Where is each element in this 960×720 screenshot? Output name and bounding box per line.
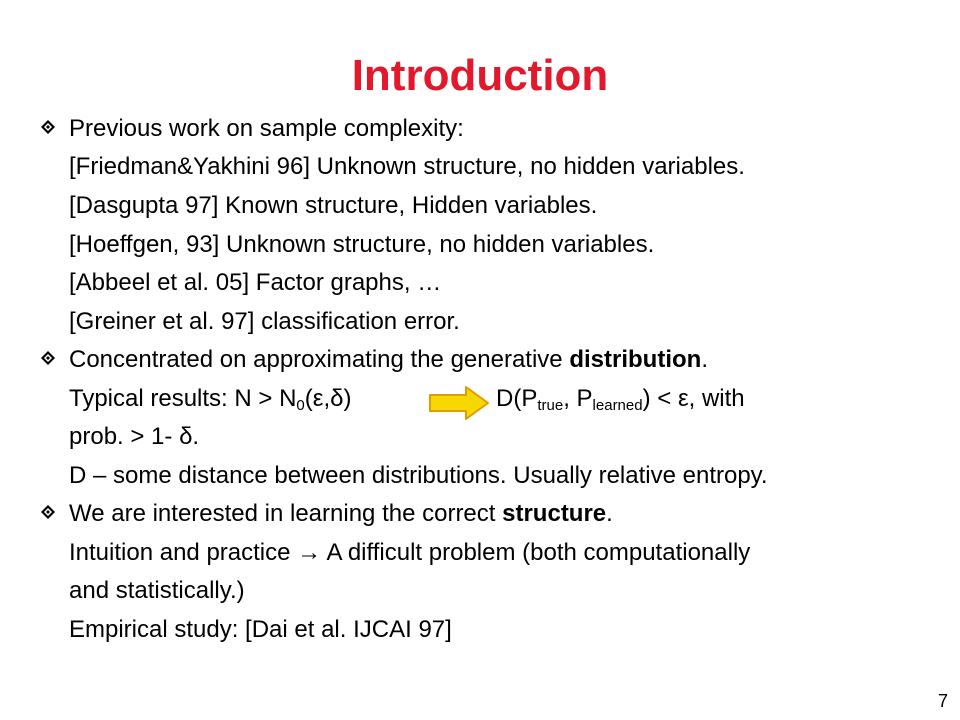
diamond-bullet-icon: [41, 351, 55, 365]
text-line: D – some distance between distributions. Usually relative entropy.: [69, 462, 768, 489]
text-segment: A difficult problem (both computationally: [321, 539, 751, 566]
text-line: and statistically.): [69, 577, 245, 604]
bullet-text: [69, 345, 708, 375]
diamond-bullet-icon: [41, 120, 55, 134]
text-segment: .: [701, 346, 708, 373]
text-segment: We are interested in learning the correct: [69, 500, 503, 527]
right-arrow-icon: [428, 385, 490, 421]
reference-line: [Dasgupta 97] Known structure, Hidden variables.: [69, 192, 598, 219]
subscript: true: [537, 397, 564, 414]
reference-line: [Hoeffgen, 93] Unknown structure, no hidden variables.: [69, 231, 655, 258]
diamond-bullet-icon: [41, 505, 55, 519]
text-line: [69, 538, 750, 568]
bullet-text: Previous work on sample complexity:: [69, 115, 464, 142]
reference-line: [Friedman&Yakhini 96] Unknown structure, no hidden variables.: [69, 153, 745, 180]
text-segment: Intuition and practice: [69, 539, 298, 566]
arrow-symbol: →: [297, 539, 322, 566]
text-segment: (ε,δ): [304, 385, 352, 412]
reference-line: [Abbeel et al. 05] Factor graphs, …: [69, 269, 442, 296]
formula-line-left: [69, 384, 351, 414]
reference-line: [Greiner et al. 97] classification error.: [69, 308, 460, 335]
page-number: 7: [937, 691, 948, 711]
text-segment: ) < ε, with: [642, 385, 745, 412]
bullet-text: [69, 499, 613, 529]
formula-line-right: [496, 384, 745, 414]
text-line: Empirical study: [Dai et al. IJCAI 97]: [69, 616, 452, 643]
subscript: 0: [296, 397, 305, 414]
text-segment: D(P: [496, 385, 538, 412]
text-segment: Typical results: N > N: [69, 385, 297, 412]
text-segment: Concentrated on approximating the generative: [69, 346, 570, 373]
emphasis-text: structure: [502, 500, 607, 527]
text-segment: , P: [563, 385, 593, 412]
text-segment: .: [606, 500, 613, 527]
slide-title: Introduction: [351, 51, 609, 100]
text-line: prob. > 1- δ.: [69, 423, 200, 450]
subscript: learned: [592, 397, 643, 414]
emphasis-text: distribution: [569, 346, 702, 373]
